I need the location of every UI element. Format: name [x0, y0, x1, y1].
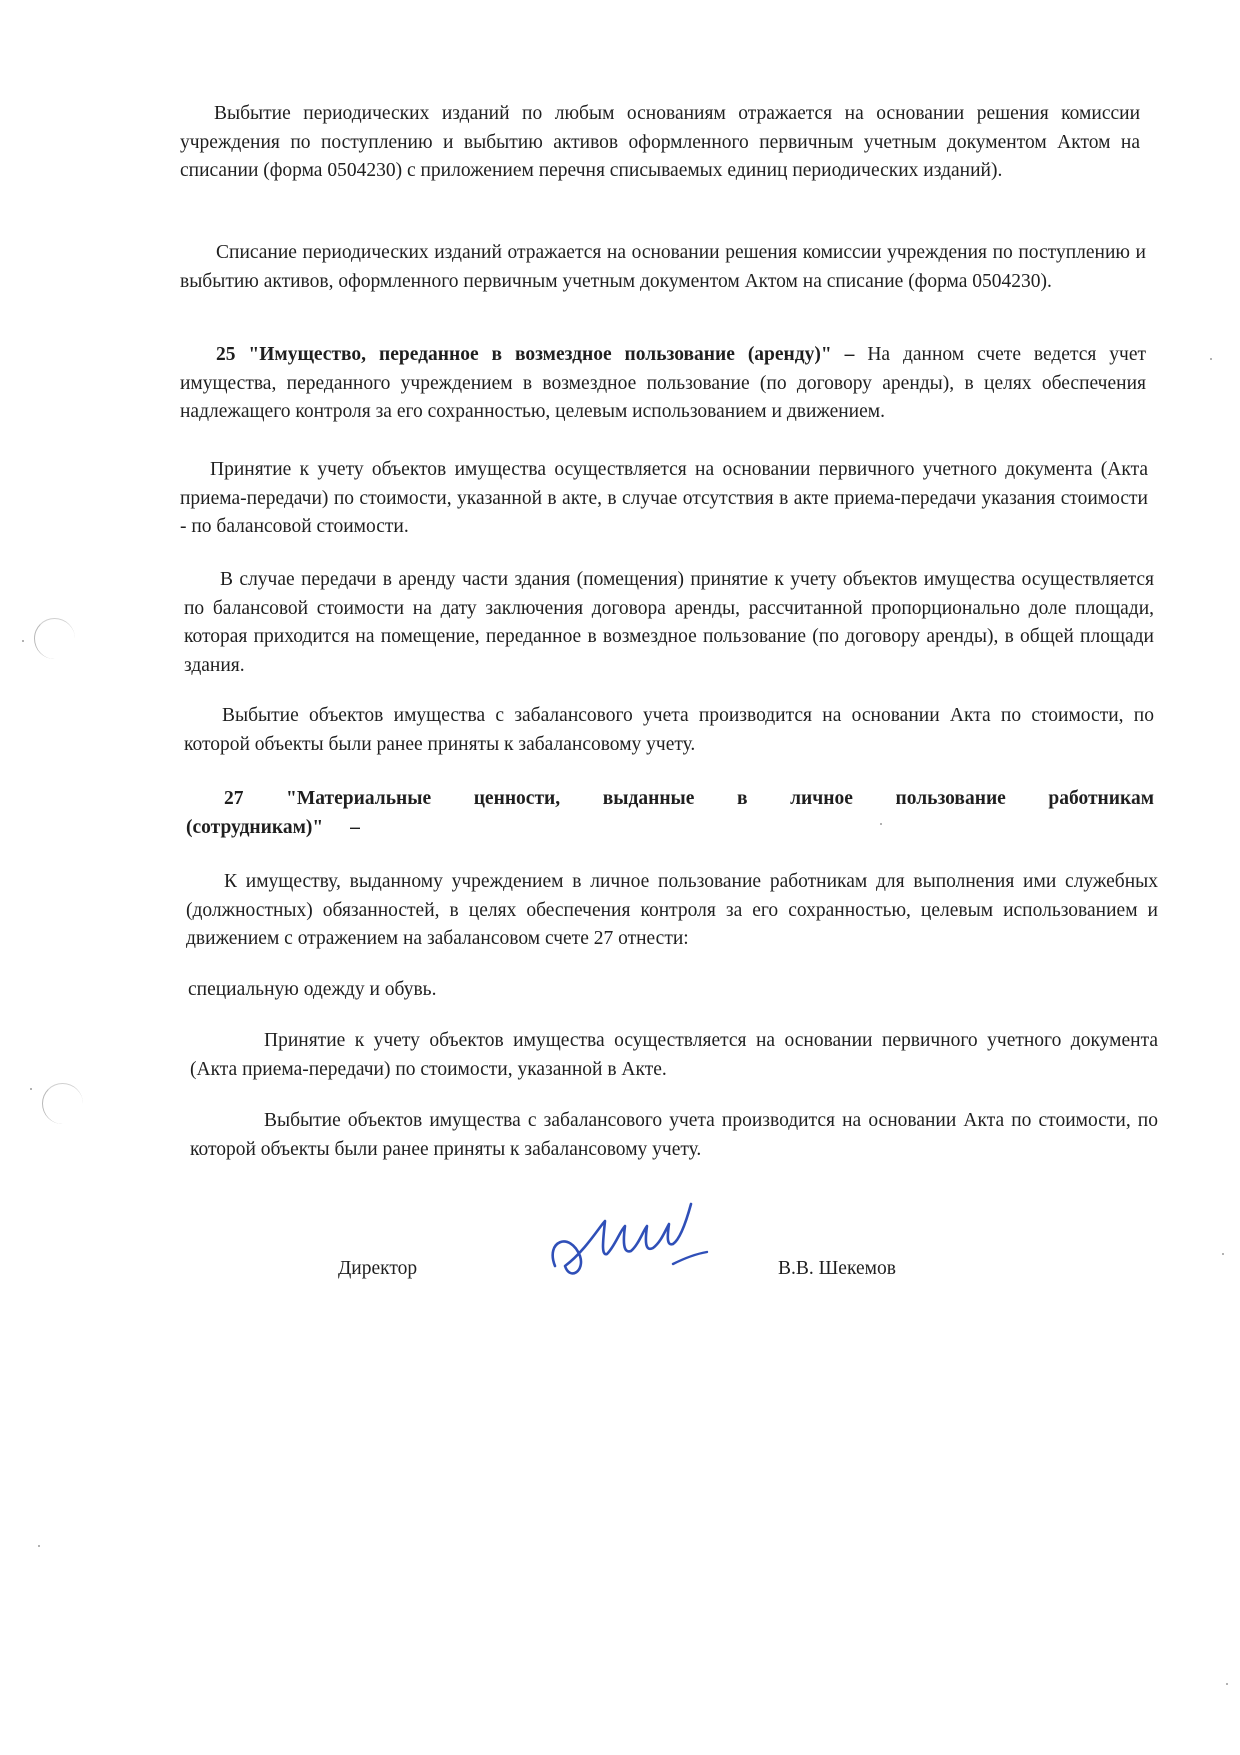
paragraph-acceptance-25: Принятие к учету объектов имущества осуществляется на основании первичного учетного документа (Акта приема-передачи) по стоимости, указанной в акте, в случае отсутствия в акте приема-передачи указания стоимости - по балансовой стоимости. — [180, 459, 1148, 537]
signatory-name: В.В. Шекемов — [778, 1258, 896, 1279]
scan-speck — [38, 1545, 40, 1547]
account-25-description: На данном счете ведется учет имущества, переданного учреждением в возмездное пользование (по договору аренды), в целях обеспечения надлежащего контроля за его сохранностью, целевым использованием и движением. — [180, 344, 1146, 422]
scan-speck — [22, 640, 24, 642]
scan-speck — [1222, 1253, 1224, 1255]
paragraph-account-27: К имуществу, выданному учреждением в личное пользование работникам для выполнения ими служебных (должностных) обязанностей, в целях обеспечения контроля за его сохранностью, целевым использованием и движением с отражением на забалансовом счете 27 отнести: — [186, 871, 1158, 949]
paragraph-periodicals-disposal: Выбытие периодических изданий по любым основаниям отражается на основании решения комиссии учреждения по поступлению и выбытию активов оформленного первичным учетным документом Актом на списании (форма 0504230) с приложением перечня списываемых единиц периодических изданий). — [180, 103, 1140, 181]
paragraph-partial-lease: В случае передачи в аренду части здания (помещения) принятие к учету объектов имущества осуществляется по балансовой стоимости на дату заключения договора аренды, рассчитанной пропорционально доле площади, которая приходится на помещение, переданное в возмездное пользование (по договору аренды), в общей площади здания. — [184, 569, 1154, 676]
scan-speck — [30, 1088, 32, 1090]
paragraph-disposal-27: Выбытие объектов имущества с забалансового учета производится на основании Акта по стоимости, по которой объекты были ранее приняты к забалансовому учету. — [190, 1110, 1158, 1160]
scan-speck — [1210, 358, 1212, 360]
paragraph-acceptance-27: Принятие к учету объектов имущества осуществляется на основании первичного учетного документа (Акта приема-передачи) по стоимости, указанной в Акте. — [190, 1030, 1158, 1080]
punch-hole-top — [34, 618, 75, 659]
scan-speck — [1226, 1683, 1228, 1685]
paragraph-account-25 — [180, 341, 1146, 427]
paragraph-periodicals-writeoff: Списание периодических изданий отражается на основании решения комиссии учреждения по поступлению и выбытию активов, оформленного первичным учетным документом Актом на списание (форма 0504230). — [180, 242, 1146, 292]
signatory-title: Директор — [338, 1258, 418, 1279]
account-25-heading: 25 "Имущество, переданное в возмездное пользование (аренду)" – — [216, 344, 855, 365]
punch-hole-bottom — [42, 1083, 83, 1124]
heading-account-27: 27 "Материальные ценности, выданные в личное пользование работникам (сотрудникам)" – — [186, 788, 1154, 838]
handwritten-signature — [545, 1196, 715, 1296]
paragraph-special-clothing: специальную одежду и обувь. — [188, 979, 437, 1000]
paragraph-disposal-25: Выбытие объектов имущества с забалансового учета производится на основании Акта по стоимости, по которой объекты были ранее приняты к забалансовому учету. — [184, 705, 1154, 755]
